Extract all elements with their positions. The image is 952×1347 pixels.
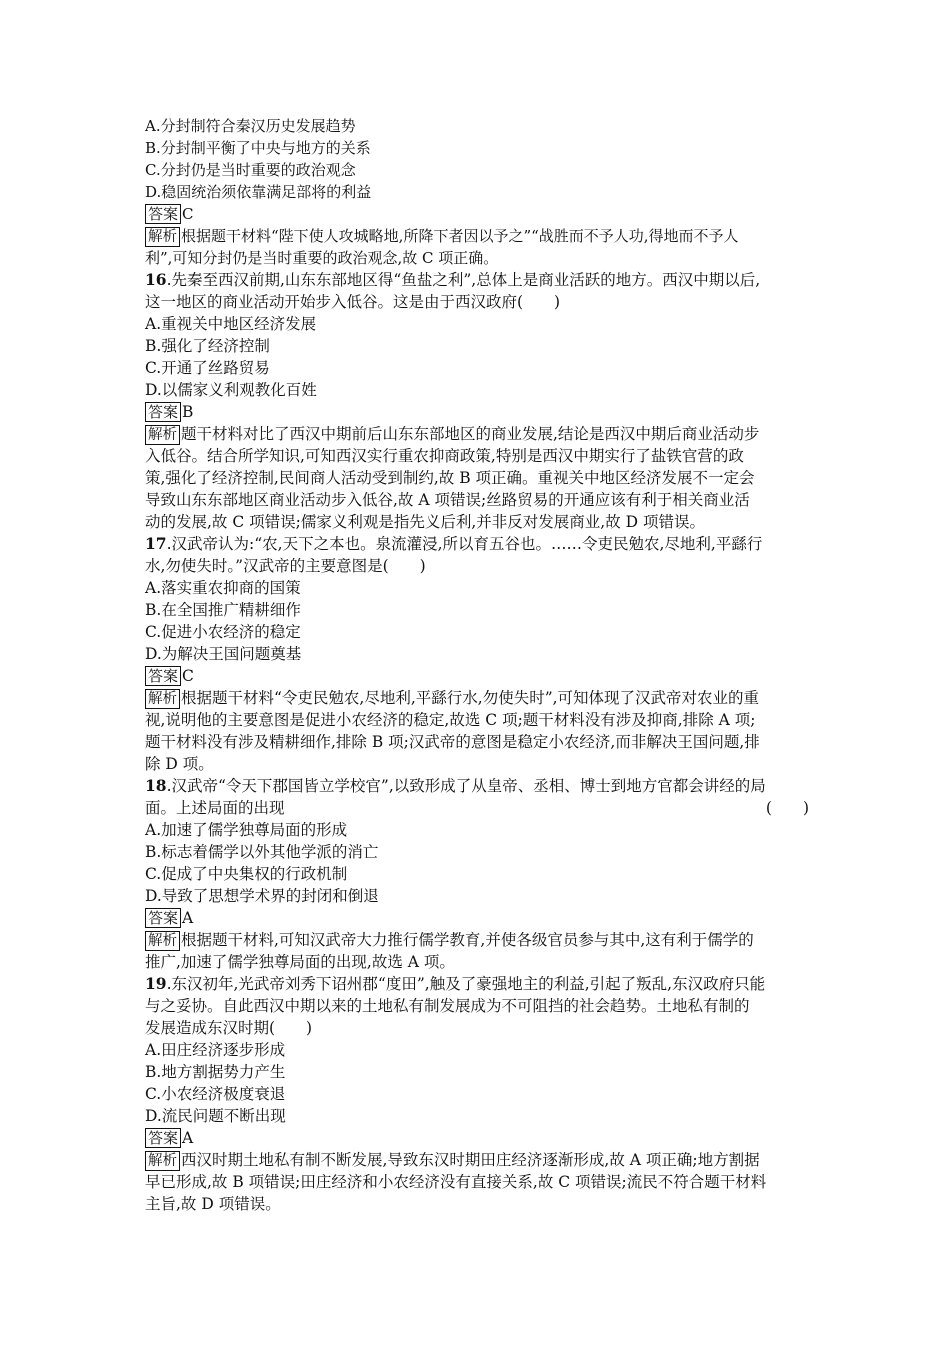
option-d: D.稳固统治须依靠满足部将的利益: [145, 183, 372, 201]
question-19-block: [145, 973, 809, 1215]
option-c: C.小农经济极度衰退: [145, 1085, 286, 1103]
option-b: B.标志着儒学以外其他学派的消亡: [145, 843, 379, 861]
question-number: 18: [145, 776, 167, 795]
question-number: 19: [145, 974, 167, 993]
analysis-label: 解析: [145, 1151, 180, 1171]
question-stem: 与之妥协。自此西汉中期以来的土地私有制发展成为不可阻挡的社会趋势。土地私有制的: [145, 997, 750, 1015]
option-a: A.落实重农抑商的国策: [145, 579, 301, 597]
question-stem: 发展造成东汉时期( ): [145, 1019, 313, 1037]
option-a: A.重视关中地区经济发展: [145, 315, 317, 333]
analysis-block: [145, 225, 809, 269]
analysis-line: 题干材料对比了西汉中期前后山东东部地区的商业发展,结论是西汉中期后商业活动步: [181, 425, 760, 443]
analysis-label: 解析: [145, 689, 180, 709]
answer-row: [145, 907, 809, 929]
analysis-line: 题干材料没有涉及精耕细作,排除 B 项;汉武帝的意图是稳定小农经济,而非解决王国问题,排: [145, 733, 760, 751]
answer-row: [145, 401, 809, 423]
analysis-line: 主旨,故 D 项错误。: [145, 1195, 281, 1213]
option-a: A.分封制符合秦汉历史发展趋势: [145, 117, 356, 135]
option-d: D.流民问题不断出现: [145, 1107, 286, 1125]
analysis-line: 入低谷。结合所学知识,可知西汉实行重农抑商政策,特别是西汉中期实行了盐铁官营的政: [145, 447, 744, 465]
option-b: B.强化了经济控制: [145, 337, 270, 355]
analysis-line: 西汉时期土地私有制不断发展,导致东汉时期田庄经济逐渐形成,故 A 项正确;地方割据: [181, 1151, 760, 1169]
option-c: C.开通了丝路贸易: [145, 359, 270, 377]
answer-label: 答案: [145, 1128, 181, 1148]
option-d: D.为解决王国问题奠基: [145, 645, 302, 663]
analysis-line: 推广,加速了儒学独尊局面的出现,故选 A 项。: [145, 953, 455, 971]
analysis-line: 根据题干材料“陛下使人攻城略地,所降下者因以予之”“战胜而不予人功,得地而不予人: [181, 227, 739, 245]
option-b: B.在全国推广精耕细作: [145, 601, 301, 619]
answer-row: [145, 665, 809, 687]
analysis-line: 早已形成,故 B 项错误;田庄经济和小农经济没有直接关系,故 C 项错误;流民不符合题干材料: [145, 1173, 767, 1191]
answer-label: 答案: [145, 402, 181, 422]
question-stem: .汉武帝认为:“农,天下之本也。泉流灌浸,所以育五谷也。……令吏民勉农,尽地利,平繇行: [166, 535, 763, 553]
analysis-block: [145, 687, 809, 775]
analysis-block: [145, 929, 809, 973]
question-stem: 面。上述局面的出现: [145, 799, 285, 817]
question-stem: .东汉初年,光武帝刘秀下诏州郡“度田”,触及了豪强地主的利益,引起了叛乱,东汉政府只能: [166, 975, 766, 993]
analysis-line: 根据题干材料“令吏民勉农,尽地利,平繇行水,勿使失时”,可知体现了汉武帝对农业的重: [181, 689, 760, 707]
answer-blank: ( ): [765, 799, 809, 817]
question-stem: .先秦至西汉前期,山东东部地区得“鱼盐之利”,总体上是商业活跃的地方。西汉中期以后,: [166, 271, 761, 289]
question-15-block: [145, 115, 809, 269]
answer-value: A: [182, 1129, 194, 1147]
question-stem: .汉武帝“令天下郡国皆立学校官”,以致形成了从皇帝、丞相、博士到地方官都会讲经的局: [166, 777, 766, 795]
answer-row: [145, 1127, 809, 1149]
question-number: 17: [145, 534, 167, 553]
analysis-label: 解析: [145, 227, 180, 247]
question-17-block: [145, 533, 809, 775]
option-d: D.以儒家义利观教化百姓: [145, 381, 317, 399]
analysis-label: 解析: [145, 931, 180, 951]
analysis-line: 视,说明他的主要意图是促进小农经济的稳定,故选 C 项;题干材料没有涉及抑商,排除 A 项;: [145, 711, 756, 729]
document-page: [145, 115, 809, 1215]
option-d: D.导致了思想学术界的封闭和倒退: [145, 887, 379, 905]
analysis-line: 除 D 项。: [145, 755, 214, 773]
question-16-block: [145, 269, 809, 533]
option-c: C.分封仍是当时重要的政治观念: [145, 161, 356, 179]
answer-value: C: [182, 667, 194, 685]
option-b: B.地方割据势力产生: [145, 1063, 286, 1081]
answer-label: 答案: [145, 666, 181, 686]
option-c: C.促成了中央集权的行政机制: [145, 865, 348, 883]
answer-label: 答案: [145, 204, 181, 224]
answer-value: C: [182, 205, 194, 223]
question-number: 16: [145, 270, 167, 289]
answer-value: B: [182, 403, 194, 421]
option-a: A.田庄经济逐步形成: [145, 1041, 286, 1059]
option-c: C.促进小农经济的稳定: [145, 623, 301, 641]
answer-label: 答案: [145, 908, 181, 928]
answer-value: A: [182, 909, 194, 927]
option-a: A.加速了儒学独尊局面的形成: [145, 821, 348, 839]
option-b: B.分封制平衡了中央与地方的关系: [145, 139, 371, 157]
question-stem: 这一地区的商业活动开始步入低谷。这是由于西汉政府( ): [145, 293, 561, 311]
analysis-block: [145, 1149, 809, 1215]
question-stem: 水,勿使失时。”汉武帝的主要意图是( ): [145, 557, 426, 575]
analysis-label: 解析: [145, 425, 180, 445]
answer-row: [145, 203, 809, 225]
analysis-line: 导致山东东部地区商业活动步入低谷,故 A 项错误;丝路贸易的开通应该有利于相关商业活: [145, 491, 750, 509]
analysis-line: 动的发展,故 C 项错误;儒家义利观是指先义后利,并非反对发展商业,故 D 项错误。: [145, 513, 706, 531]
analysis-line: 利”,可知分封仍是当时重要的政治观念,故 C 项正确。: [145, 249, 499, 267]
analysis-line: 策,强化了经济控制,民间商人活动受到制约,故 B 项正确。重视关中地区经济发展不一定会: [145, 469, 755, 487]
question-18-block: [145, 775, 809, 973]
analysis-line: 根据题干材料,可知汉武帝大力推行儒学教育,并使各级官员参与其中,这有利于儒学的: [181, 931, 754, 949]
analysis-block: [145, 423, 809, 533]
